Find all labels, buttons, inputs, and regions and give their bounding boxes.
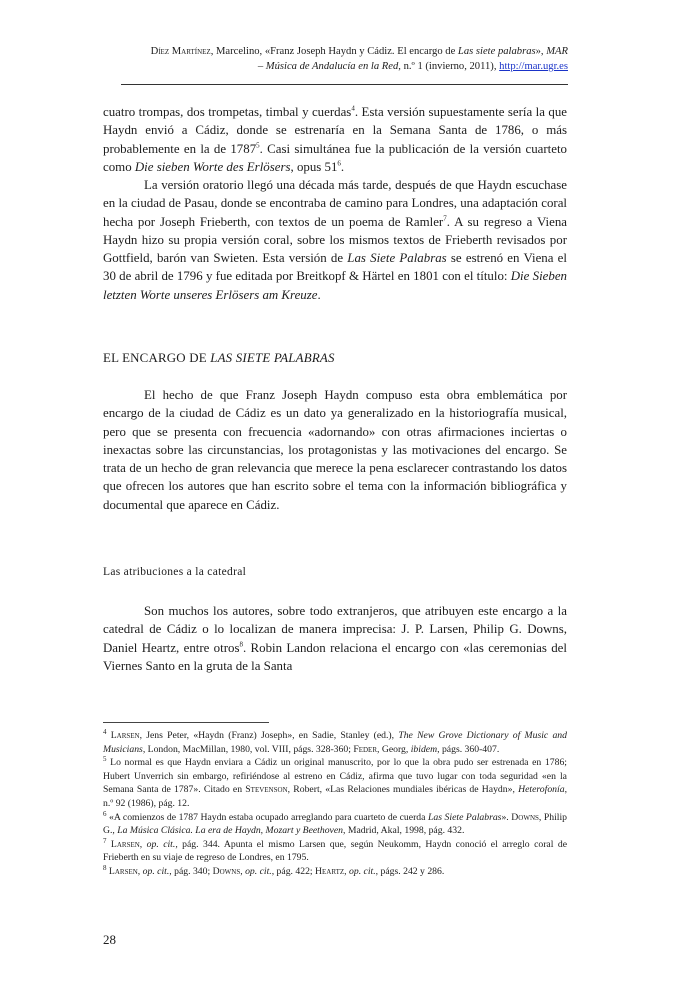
paragraph-2: La versión oratorio llegó una década más tarde, después de que Haydn escuchase en la ciudad de Pasau, donde se encontraba de camino para Londres, una adaptación coral hecha por Joseph Frieberth, con textos de un poema de Ramler$^7$. A su regreso a Viena Haydn hizo su propia versión coral, sobre los mismos textos de Frieberth revisados por Gottfield, barón van Swieten. Esta versión de Las Siete Palabras se estrenó en Viena el 30 de abril de 1796 y fue editada por Breitkopf & Härtel en 1801 con el título: Die Sieben letzten Worte unseres Erlösers am Kreuze.	[103, 178, 567, 302]
footnote-divider	[103, 722, 269, 723]
paragraph-3: El hecho de que Franz Joseph Haydn compuso esta obra emblemática por encargo de la ciudad de Cádiz es un dato ya generalizado en la historiografía musical, pero que se presenta con frecuencia «adornando» con otras afirmaciones inciertas o inexactas sobre las circunstancias, los protagonistas y las motivaciones del encargo. Se trata de un hecho de gran relevancia que merece la pena esclarecer contrastando los datos que ofrecen los autores que han escrito sobre el tema con la información bibliográfica y documental que aparece en Cádiz.	[103, 388, 567, 512]
header-line-2: – Música de Andalucía en la Red, n.º 1 (invierno, 2011), http://mar.ugr.es	[257, 61, 568, 72]
footnote-4: $^4$ Larsen, Jens Peter, «Haydn (Franz) Joseph», en Sadie, Stanley (ed.), The New Grove Dictionary of Music and Musicians, London, MacMillan, 1980, vol. VIII, págs. 328-360; Feder, Georg, ibidem, págs. 360-407.	[103, 727, 567, 755]
footnote-ref-5[interactable]: 5	[256, 141, 260, 150]
paragraph-1: cuatro trompas, dos trompetas, timbal y cuerdas$^4$. Esta versión supuestamente sería la que Haydn envió a Cádiz, donde se estrenaría en la Semana Santa de 1786, o más probablemente en la de 1787$^5$. Casi simultánea fue la publicación de la versión cuarteto como Die sieben Worte des Erlösers, opus $51^6$.	[103, 104, 567, 174]
subsection-heading: Las atribuciones a la catedral	[103, 566, 247, 578]
footnote-7: $^7$ Larsen, op. cit., pág. 344. Apunta el mismo Larsen que, según Neukomm, Haydn conoció el arreglo coral de Frieberth en su viaje de regreso de Londres, en 1795.	[103, 836, 567, 864]
footnote-ref-8[interactable]: 8	[239, 640, 243, 649]
footnote-ref-7[interactable]: 7	[443, 214, 447, 223]
work-title: Die sieben Worte des Erlösers	[134, 159, 291, 174]
running-header	[100, 44, 568, 74]
work-title: Die Sieben letzten Worte unseres Erlösers am Kreuze	[103, 269, 567, 302]
header-line-1: Díez Martínez, Marcelino, «Franz Joseph Haydn y Cádiz. El encargo de Las siete palabras», MAR	[150, 46, 568, 57]
header-journal-name: Música de Andalucía en la Red	[265, 61, 399, 72]
header-divider	[121, 84, 568, 85]
footnote-5: $^5$ Lo normal es que Haydn enviara a Cádiz un original manuscrito, por lo que la obra pudo ser estrenada en 1786; Hubert Unverrich sin embargo, refiriéndose al estreno en Cádiz, afirma que tuvo lugar con toda seguridad «en la Semana Santa de 1787». Citado en Stevenson, Robert, «Las Relaciones mundiales ibéricas de Haydn», Heterofonía, n.º 92 (1986), pág. 12.	[103, 754, 567, 809]
footnote-8: $^8$ Larsen, op. cit., pág. 340; Downs, op. cit., pág. 422; Heartz, op. cit., págs. 242 y 286.	[103, 863, 445, 877]
header-work-title: Las siete palabras	[457, 46, 536, 57]
footnotes	[103, 729, 567, 879]
paragraph-4: Son muchos los autores, sobre todo extranjeros, que atribuyen este encargo a la catedral de Cádiz o lo localizan de manera imprecisa: J. P. Larsen, Philip G. Downs, Daniel Heartz, entre otros$^8$. Robin Landon relaciona el encargo con «las ceremonias del Viernes Santo en la gruta de la Santa	[103, 604, 567, 673]
section-heading: EL ENCARGO DE LAS SIETE PALABRAS	[103, 351, 335, 365]
footnote-ref-6[interactable]: 6	[337, 159, 341, 168]
header-url-link[interactable]: http://mar.ugr.es	[499, 61, 568, 72]
work-title: Las Siete Palabras	[347, 251, 447, 266]
page-number: 28	[103, 932, 116, 947]
footnote-ref-4[interactable]: 4	[351, 104, 355, 113]
header-journal-abbr: MAR	[546, 46, 568, 57]
header-author: Díez Martínez	[150, 46, 211, 57]
footnote-6: $^6$ «A comienzos de 1787 Haydn estaba ocupado arreglando para cuarteto de cuerda Las Siete Palabras». Downs, Philip G., La Música Clásica. La era de Haydn, Mozart y Beethoven, Madrid, Akal, 1998, pág. 432.	[103, 809, 568, 837]
